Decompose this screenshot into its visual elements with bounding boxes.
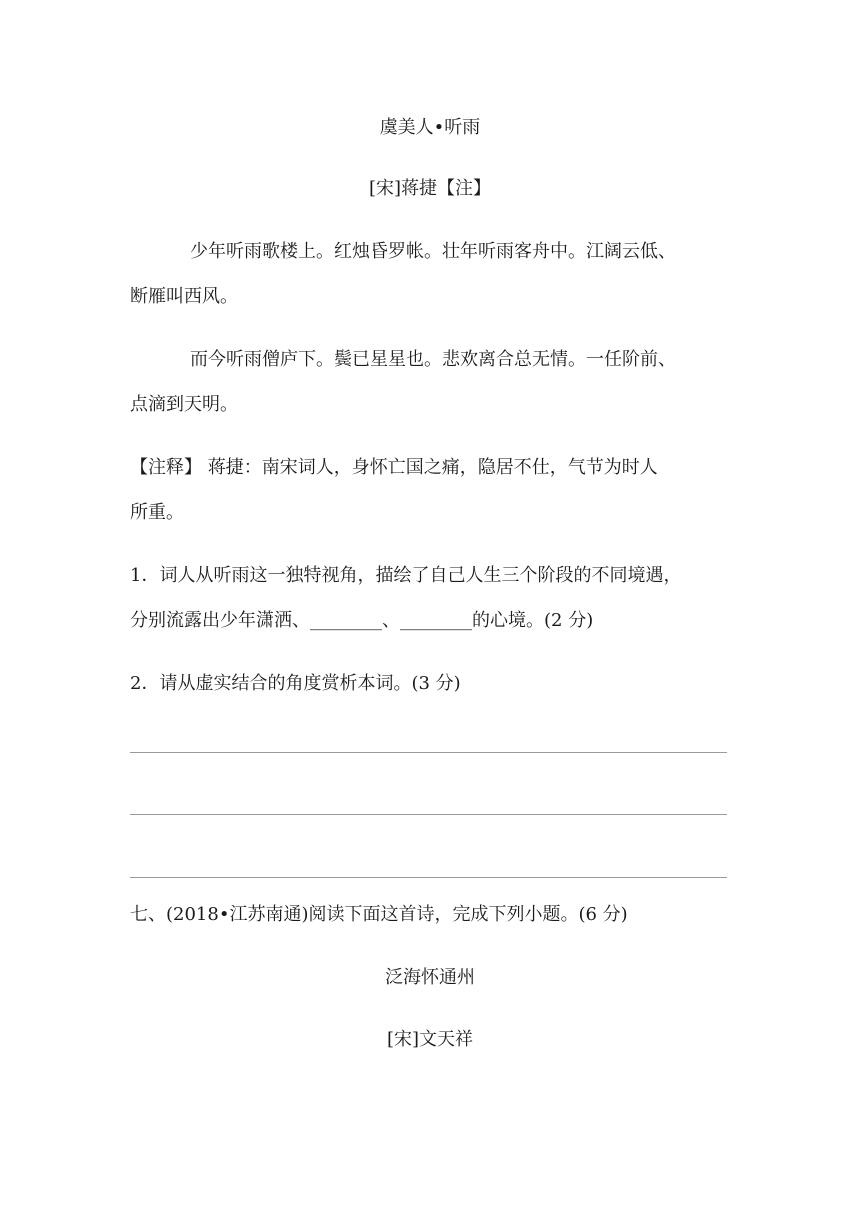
poem-stanza-2-line-1: 而今听雨僧庐下。鬓已星星也。悲欢离合总无情。一任阶前、: [190, 349, 676, 370]
annotation-line-2: 所重。: [130, 502, 184, 523]
answer-line-2: [130, 814, 727, 815]
poem-stanza-1-line-1: 少年听雨歌楼上。红烛昏罗帐。壮年听雨客舟中。江阔云低、: [190, 241, 676, 262]
question-2: 2．请从虚实结合的角度赏析本词。(3 分): [130, 673, 461, 694]
poem-2-author: [宋]文天祥: [386, 1029, 474, 1050]
poem-2-title: 泛海怀通州: [385, 967, 475, 988]
question-1-line-2: 分别流露出少年潇洒、________、________的心境。(2 分): [130, 610, 594, 631]
poem-author: [宋]蒋捷【注】: [368, 178, 492, 199]
section-7-heading: 七、(2018•江苏南通)阅读下面这首诗，完成下列小题。(6 分): [130, 904, 628, 925]
poem-stanza-2-line-2: 点滴到天明。: [130, 394, 238, 415]
answer-line-1: [130, 752, 727, 753]
poem-title: 虞美人•听雨: [379, 117, 481, 138]
annotation-line-1: 【注释】 蒋捷：南宋词人，身怀亡国之痛，隐居不仕，气节为时人: [130, 457, 658, 478]
question-1-line-1: 1．词人从听雨这一独特视角，描绘了自己人生三个阶段的不同境遇，: [130, 565, 682, 586]
answer-line-3: [130, 877, 727, 878]
poem-stanza-1-line-2: 断雁叫西风。: [130, 286, 238, 307]
